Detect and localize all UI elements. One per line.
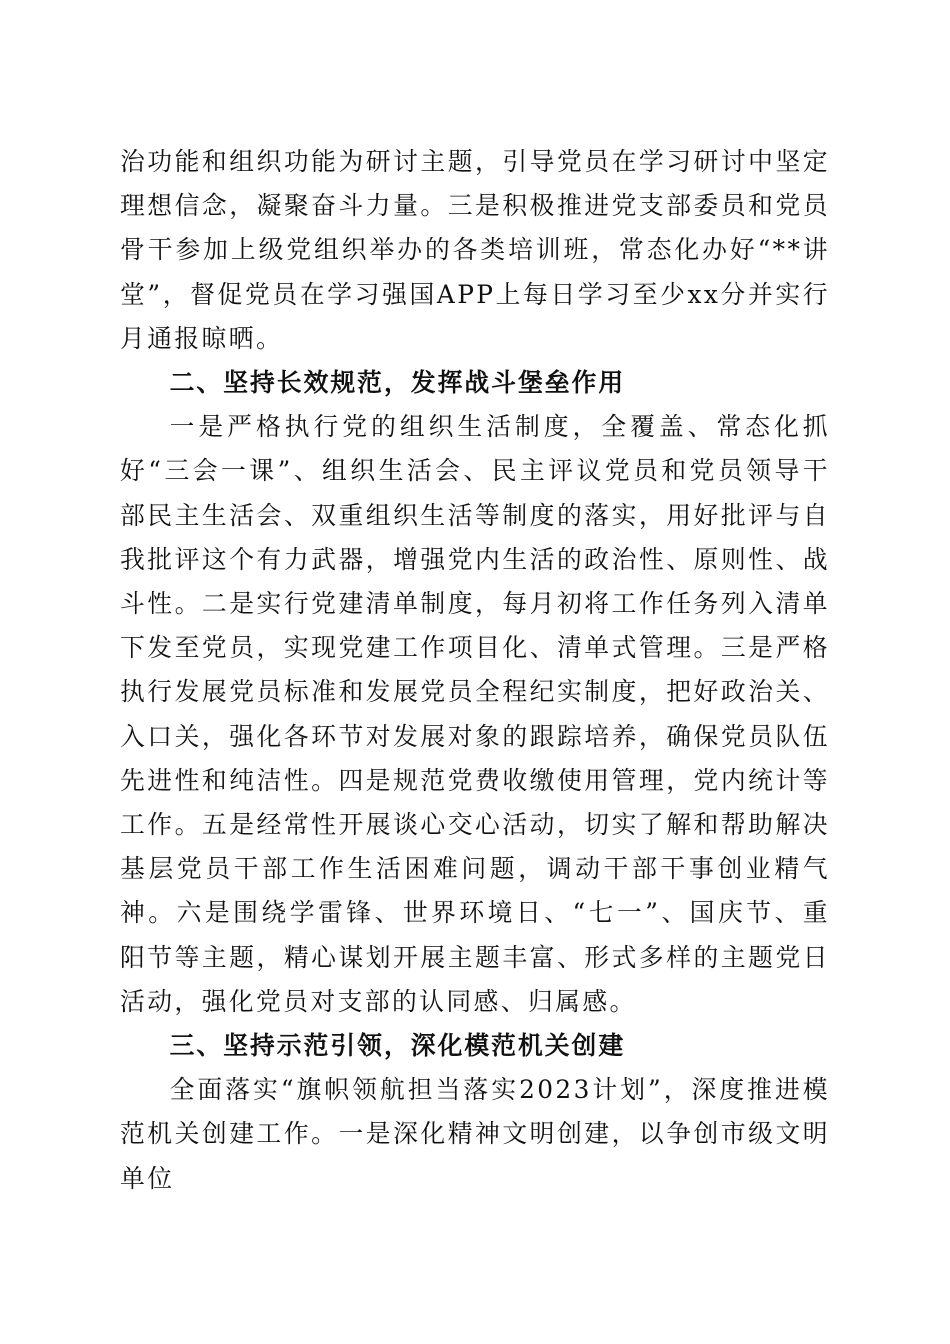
section-3-paragraph: 全面落实“旗帜领航担当落实2023计划”，深度推进模范机关创建工作。一是深化精神文明创建，以争创市级文明单位 [120, 1075, 830, 1193]
continued-paragraph: 治功能和组织功能为研讨主题，引导党员在学习研讨中坚定理想信念，凝聚奋斗力量。三是积极推进党支部委员和党员骨干参加上级党组织举办的各类培训班，常态化办好“**讲堂”，督促党员在学习强国APP上每日学习至少xx分并实行月通报晾晒。 [120, 147, 830, 353]
section-heading-2: 二、坚持长效规范，发挥战斗堡垒作用 [169, 368, 626, 398]
section-heading-3: 三、坚持示范引领，深化模范机关创建 [169, 1031, 626, 1061]
section-2-paragraph: 一是严格执行党的组织生活制度，全覆盖、常态化抓好“三会一课”、组织生活会、民主评议党员和党员领导干部民主生活会、双重组织生活等制度的落实，用好批评与自我批评这个有力武器，增强党内生活的政治性、原则性、战斗性。二是实行党建清单制度，每月初将工作任务列入清单下发至党员，实现党建工作项目化、清单式管理。三是严格执行发展党员标准和发展党员全程纪实制度，把好政治关、入口关，强化各环节对发展对象的跟踪培养，确保党员队伍先进性和纯洁性。四是规范党费收缴使用管理，党内统计等工作。五是经常性开展谈心交心活动，切实了解和帮助解决基层党员干部工作生活困难问题，调动干部干事创业精气神。六是围绕学雷锋、世界环境日、“七一”、国庆节、重阳节等主题，精心谋划开展主题丰富、形式多样的主题党日活动，强化党员对支部的认同感、归属感。 [120, 412, 830, 1016]
document-body [120, 140, 830, 1201]
